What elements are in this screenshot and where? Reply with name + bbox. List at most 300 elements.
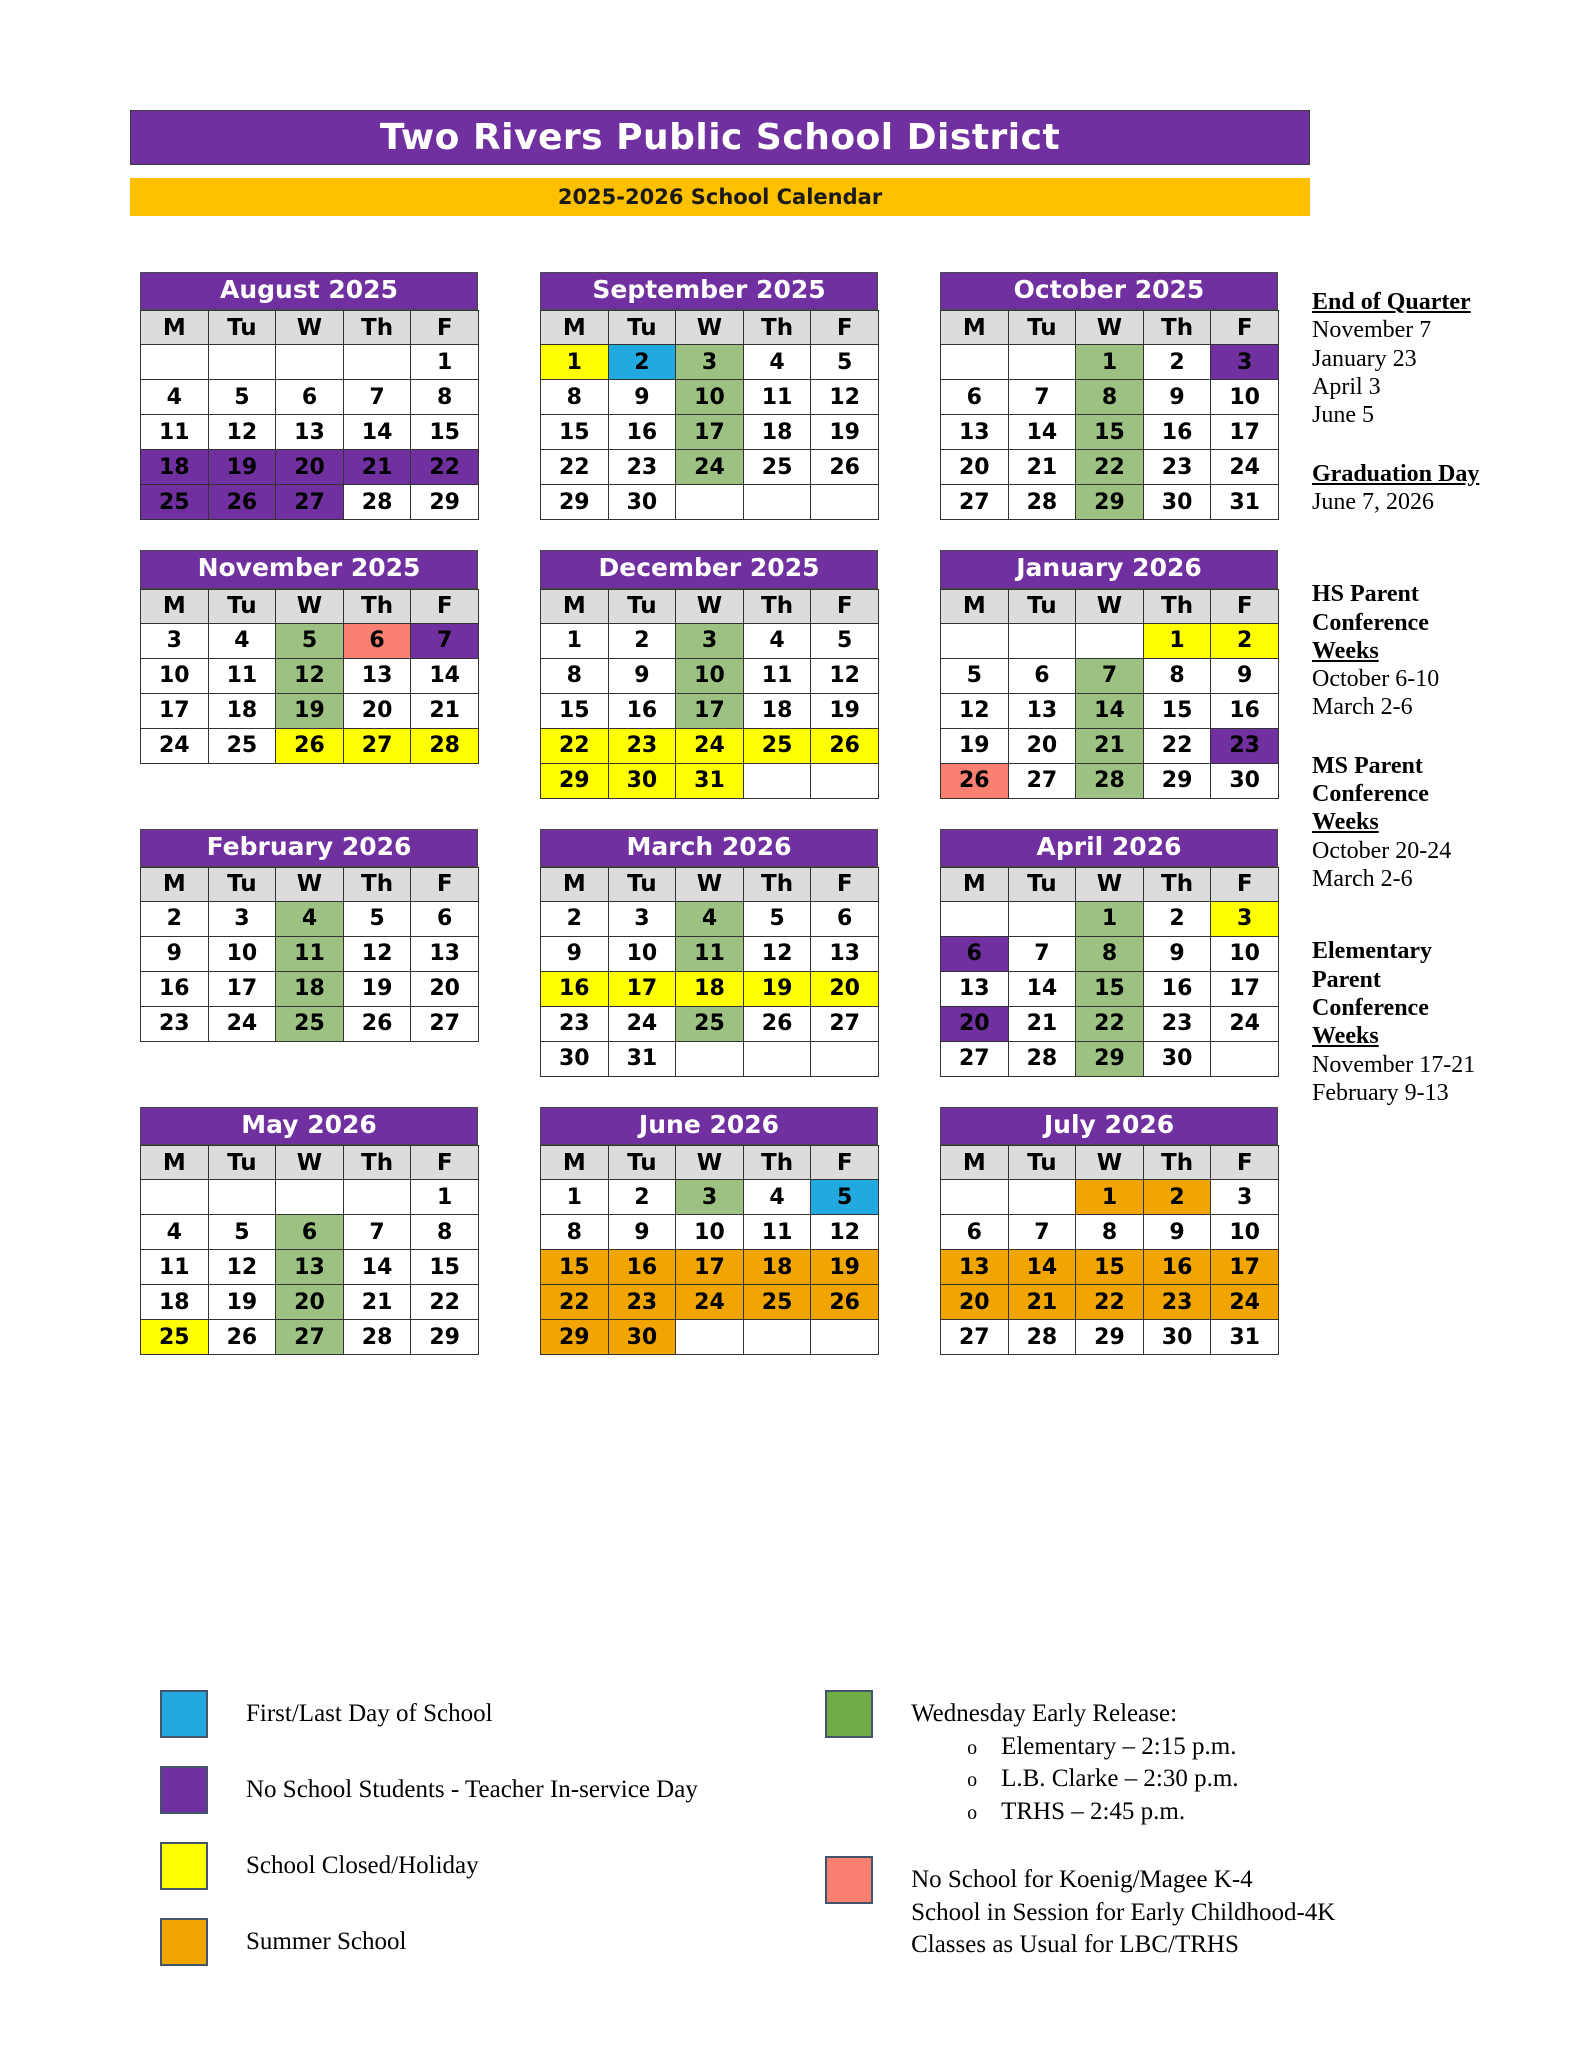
day-cell[interactable]: 21 (1076, 728, 1144, 763)
week-row (941, 1180, 1279, 1215)
day-cell[interactable]: 2 (541, 901, 609, 936)
day-cell[interactable]: 22 (541, 450, 609, 485)
day-cell[interactable]: 27 (276, 485, 344, 520)
day-cell[interactable]: 8 (1076, 380, 1144, 415)
day-cell[interactable]: 10 (608, 936, 676, 971)
day-cell[interactable]: 23 (541, 1006, 609, 1041)
day-cell[interactable]: 27 (343, 728, 411, 763)
day-cell[interactable]: 23 (608, 1285, 676, 1320)
day-cell[interactable]: 11 (676, 936, 744, 971)
day-cell[interactable]: 11 (276, 936, 344, 971)
day-cell[interactable]: 12 (276, 658, 344, 693)
day-cell[interactable]: 10 (676, 658, 744, 693)
weekday-header: Tu (1008, 589, 1076, 623)
day-cell[interactable]: 17 (1211, 415, 1279, 450)
day-cell[interactable]: 9 (1143, 380, 1211, 415)
day-cell[interactable]: 8 (1143, 658, 1211, 693)
day-cell[interactable]: 31 (1211, 1320, 1279, 1355)
month-title: February 2026 (140, 829, 478, 867)
day-cell[interactable]: 26 (743, 1006, 811, 1041)
day-cell[interactable]: 11 (141, 1250, 209, 1285)
day-cell[interactable]: 21 (1008, 1285, 1076, 1320)
day-cell[interactable]: 23 (1211, 728, 1279, 763)
day-cell[interactable]: 24 (1211, 1006, 1279, 1041)
day-cell[interactable]: 29 (1076, 1041, 1144, 1076)
day-cell[interactable]: 16 (541, 971, 609, 1006)
day-cell[interactable]: 16 (1211, 693, 1279, 728)
day-cell[interactable]: 6 (343, 623, 411, 658)
weekday-header: F (411, 1146, 479, 1180)
day-cell[interactable]: 7 (343, 1215, 411, 1250)
elem-conference-heading-3: Conference (1312, 994, 1429, 1021)
day-cell[interactable]: 19 (811, 415, 879, 450)
day-cell[interactable]: 21 (1008, 450, 1076, 485)
day-cell[interactable]: 12 (208, 1250, 276, 1285)
day-cell[interactable]: 16 (1143, 971, 1211, 1006)
day-cell[interactable]: 16 (1143, 1250, 1211, 1285)
day-cell[interactable]: 8 (541, 658, 609, 693)
day-cell[interactable]: 29 (541, 1320, 609, 1355)
day-cell[interactable]: 25 (208, 728, 276, 763)
empty-cell (941, 345, 1009, 380)
day-cell[interactable]: 26 (208, 485, 276, 520)
day-cell[interactable]: 14 (343, 1250, 411, 1285)
day-cell[interactable]: 23 (1143, 1285, 1211, 1320)
day-cell[interactable]: 5 (208, 380, 276, 415)
day-cell[interactable]: 20 (941, 450, 1009, 485)
day-cell[interactable]: 6 (941, 936, 1009, 971)
day-cell[interactable]: 19 (811, 1250, 879, 1285)
day-cell[interactable]: 22 (1076, 1285, 1144, 1320)
day-cell[interactable]: 18 (276, 971, 344, 1006)
day-cell[interactable]: 17 (608, 971, 676, 1006)
day-cell[interactable]: 2 (608, 1180, 676, 1215)
weekday-header: M (541, 589, 609, 623)
day-cell[interactable]: 28 (411, 728, 479, 763)
day-cell[interactable]: 9 (1211, 658, 1279, 693)
day-cell[interactable]: 30 (541, 1041, 609, 1076)
district-title-banner: Two Rivers Public School District (130, 110, 1310, 165)
day-cell[interactable]: 5 (208, 1215, 276, 1250)
weekday-header: Th (743, 311, 811, 345)
weekday-header: F (811, 589, 879, 623)
month-block (940, 829, 1278, 1077)
empty-cell (941, 901, 1009, 936)
day-cell[interactable]: 5 (811, 345, 879, 380)
day-cell[interactable]: 17 (1211, 971, 1279, 1006)
empty-cell (743, 1320, 811, 1355)
day-cell[interactable]: 15 (541, 415, 609, 450)
day-cell[interactable]: 2 (1143, 345, 1211, 380)
day-cell[interactable]: 25 (743, 1285, 811, 1320)
day-cell[interactable]: 2 (608, 623, 676, 658)
day-cell[interactable]: 28 (1008, 1320, 1076, 1355)
day-cell[interactable]: 6 (941, 1215, 1009, 1250)
day-cell[interactable]: 30 (608, 1320, 676, 1355)
day-cell[interactable]: 17 (141, 693, 209, 728)
day-cell[interactable]: 6 (276, 380, 344, 415)
day-cell[interactable]: 26 (941, 763, 1009, 798)
day-cell[interactable]: 28 (1076, 763, 1144, 798)
day-cell[interactable]: 15 (541, 1250, 609, 1285)
day-cell[interactable]: 8 (1076, 1215, 1144, 1250)
day-cell[interactable]: 16 (608, 415, 676, 450)
day-cell[interactable]: 22 (1076, 450, 1144, 485)
day-cell[interactable]: 19 (343, 971, 411, 1006)
day-cell[interactable]: 27 (941, 485, 1009, 520)
day-cell[interactable]: 4 (276, 901, 344, 936)
day-cell[interactable]: 1 (411, 345, 479, 380)
week-row (941, 1250, 1279, 1285)
week-row (141, 728, 479, 763)
day-cell[interactable]: 7 (1008, 380, 1076, 415)
day-cell[interactable]: 11 (743, 1215, 811, 1250)
day-cell[interactable]: 15 (411, 1250, 479, 1285)
day-cell[interactable]: 24 (208, 1006, 276, 1041)
day-cell[interactable]: 13 (343, 658, 411, 693)
day-cell[interactable]: 27 (811, 1006, 879, 1041)
day-cell[interactable]: 10 (676, 1215, 744, 1250)
day-cell[interactable]: 15 (1076, 415, 1144, 450)
day-cell[interactable]: 12 (811, 658, 879, 693)
day-cell[interactable]: 3 (676, 623, 744, 658)
month-table (140, 867, 479, 1042)
day-cell[interactable]: 12 (208, 415, 276, 450)
day-cell[interactable]: 9 (608, 380, 676, 415)
day-cell[interactable]: 30 (1143, 485, 1211, 520)
note-end-of-quarter (1312, 288, 1562, 430)
day-cell[interactable]: 23 (608, 728, 676, 763)
day-cell[interactable]: 27 (941, 1320, 1009, 1355)
empty-cell (1076, 623, 1144, 658)
day-cell[interactable]: 20 (411, 971, 479, 1006)
day-cell[interactable]: 29 (1076, 485, 1144, 520)
day-cell[interactable]: 5 (343, 901, 411, 936)
day-cell[interactable]: 28 (1008, 485, 1076, 520)
day-cell[interactable]: 3 (676, 345, 744, 380)
day-cell[interactable]: 21 (343, 450, 411, 485)
empty-cell (1008, 1180, 1076, 1215)
day-cell[interactable]: 7 (343, 380, 411, 415)
weekday-header: Tu (208, 1146, 276, 1180)
day-cell[interactable]: 5 (276, 623, 344, 658)
weekday-header: F (811, 311, 879, 345)
day-cell[interactable]: 25 (743, 450, 811, 485)
day-cell[interactable]: 5 (811, 1180, 879, 1215)
day-cell[interactable]: 27 (411, 1006, 479, 1041)
day-cell[interactable]: 23 (1143, 1006, 1211, 1041)
day-cell[interactable]: 26 (811, 1285, 879, 1320)
day-cell[interactable]: 3 (1211, 901, 1279, 936)
day-cell[interactable]: 15 (411, 415, 479, 450)
day-cell[interactable]: 31 (608, 1041, 676, 1076)
day-cell[interactable]: 27 (276, 1320, 344, 1355)
day-cell[interactable]: 18 (743, 415, 811, 450)
day-cell[interactable]: 18 (676, 971, 744, 1006)
day-cell[interactable]: 18 (141, 450, 209, 485)
day-cell[interactable]: 11 (743, 380, 811, 415)
day-cell[interactable]: 13 (276, 1250, 344, 1285)
day-cell[interactable]: 1 (411, 1180, 479, 1215)
day-cell[interactable]: 16 (608, 1250, 676, 1285)
day-cell[interactable]: 19 (743, 971, 811, 1006)
week-row (941, 1215, 1279, 1250)
day-cell[interactable]: 29 (1076, 1320, 1144, 1355)
day-cell[interactable]: 20 (811, 971, 879, 1006)
day-cell[interactable]: 13 (811, 936, 879, 971)
day-cell[interactable]: 7 (1076, 658, 1144, 693)
day-cell[interactable]: 22 (1143, 728, 1211, 763)
day-cell[interactable]: 6 (811, 901, 879, 936)
day-cell[interactable]: 18 (743, 1250, 811, 1285)
day-cell[interactable]: 12 (941, 693, 1009, 728)
day-cell[interactable]: 26 (811, 728, 879, 763)
day-cell[interactable]: 21 (1008, 1006, 1076, 1041)
day-cell[interactable]: 15 (1076, 971, 1144, 1006)
day-cell[interactable]: 26 (343, 1006, 411, 1041)
day-cell[interactable]: 12 (743, 936, 811, 971)
day-cell[interactable]: 23 (608, 450, 676, 485)
day-cell[interactable]: 29 (411, 1320, 479, 1355)
day-cell[interactable]: 17 (1211, 1250, 1279, 1285)
day-cell[interactable]: 22 (1076, 1006, 1144, 1041)
day-cell[interactable]: 13 (276, 415, 344, 450)
day-cell[interactable]: 4 (208, 623, 276, 658)
day-cell[interactable]: 3 (208, 901, 276, 936)
day-cell[interactable]: 10 (141, 658, 209, 693)
day-cell[interactable]: 2 (608, 345, 676, 380)
day-cell[interactable]: 14 (1076, 693, 1144, 728)
day-cell[interactable]: 19 (276, 693, 344, 728)
day-cell[interactable]: 4 (743, 623, 811, 658)
day-cell[interactable]: 9 (608, 658, 676, 693)
day-cell[interactable]: 30 (608, 485, 676, 520)
day-cell[interactable]: 4 (141, 1215, 209, 1250)
day-cell[interactable]: 22 (411, 1285, 479, 1320)
day-cell[interactable]: 10 (208, 936, 276, 971)
day-cell[interactable]: 2 (1211, 623, 1279, 658)
day-cell[interactable]: 4 (676, 901, 744, 936)
day-cell[interactable]: 11 (208, 658, 276, 693)
day-cell[interactable]: 3 (1211, 345, 1279, 380)
day-cell[interactable]: 12 (811, 380, 879, 415)
month-block (140, 829, 478, 1077)
week-row (541, 971, 879, 1006)
day-cell[interactable]: 20 (343, 693, 411, 728)
day-cell[interactable]: 6 (411, 901, 479, 936)
day-cell[interactable]: 1 (541, 623, 609, 658)
day-cell[interactable]: 15 (541, 693, 609, 728)
day-cell[interactable]: 19 (208, 450, 276, 485)
day-cell[interactable]: 14 (411, 658, 479, 693)
day-cell[interactable]: 8 (411, 1215, 479, 1250)
day-cell[interactable]: 22 (541, 1285, 609, 1320)
day-cell[interactable]: 18 (743, 693, 811, 728)
day-cell[interactable]: 17 (676, 415, 744, 450)
day-cell[interactable]: 1 (1143, 623, 1211, 658)
day-cell[interactable]: 30 (1211, 763, 1279, 798)
day-cell[interactable]: 4 (743, 345, 811, 380)
day-cell[interactable]: 8 (1076, 936, 1144, 971)
day-cell[interactable]: 13 (411, 936, 479, 971)
day-cell[interactable]: 24 (141, 728, 209, 763)
day-cell[interactable]: 6 (1008, 658, 1076, 693)
day-cell[interactable]: 14 (1008, 415, 1076, 450)
day-cell[interactable]: 29 (1143, 763, 1211, 798)
week-row (141, 1006, 479, 1041)
day-cell[interactable]: 28 (1008, 1041, 1076, 1076)
month-table (940, 589, 1279, 799)
day-cell[interactable]: 16 (1143, 415, 1211, 450)
day-cell[interactable]: 13 (1008, 693, 1076, 728)
day-cell[interactable]: 18 (141, 1285, 209, 1320)
day-cell[interactable]: 25 (141, 485, 209, 520)
day-cell[interactable]: 21 (343, 1285, 411, 1320)
day-cell[interactable]: 6 (941, 380, 1009, 415)
day-cell[interactable]: 13 (941, 415, 1009, 450)
day-cell[interactable]: 14 (1008, 971, 1076, 1006)
day-cell[interactable]: 27 (1008, 763, 1076, 798)
day-cell[interactable]: 9 (1143, 936, 1211, 971)
day-cell[interactable]: 31 (1211, 485, 1279, 520)
day-cell[interactable]: 25 (141, 1320, 209, 1355)
day-cell[interactable]: 13 (941, 1250, 1009, 1285)
day-cell[interactable]: 11 (141, 415, 209, 450)
day-cell[interactable]: 8 (541, 380, 609, 415)
day-cell[interactable]: 2 (141, 901, 209, 936)
day-cell[interactable]: 3 (1211, 1180, 1279, 1215)
day-cell[interactable]: 15 (1076, 1250, 1144, 1285)
day-cell[interactable]: 1 (1076, 1180, 1144, 1215)
day-cell[interactable]: 17 (676, 1250, 744, 1285)
day-cell[interactable]: 19 (941, 728, 1009, 763)
day-cell[interactable]: 31 (676, 763, 744, 798)
week-row (941, 415, 1279, 450)
day-cell[interactable]: 4 (743, 1180, 811, 1215)
day-cell[interactable]: 21 (411, 693, 479, 728)
empty-cell (743, 763, 811, 798)
day-cell[interactable]: 27 (941, 1041, 1009, 1076)
day-cell[interactable]: 25 (276, 1006, 344, 1041)
day-cell[interactable]: 9 (541, 936, 609, 971)
day-cell[interactable]: 7 (1008, 936, 1076, 971)
day-cell[interactable]: 8 (411, 380, 479, 415)
day-cell[interactable]: 20 (941, 1006, 1009, 1041)
day-cell[interactable]: 1 (1076, 901, 1144, 936)
weekday-header-row (141, 311, 479, 345)
day-cell[interactable]: 24 (676, 450, 744, 485)
day-cell[interactable]: 8 (541, 1215, 609, 1250)
day-cell[interactable]: 26 (276, 728, 344, 763)
day-cell[interactable]: 29 (541, 763, 609, 798)
day-cell[interactable]: 24 (1211, 1285, 1279, 1320)
day-cell[interactable]: 20 (276, 450, 344, 485)
bullet-glyph: o (967, 1736, 978, 1759)
day-cell[interactable]: 9 (608, 1215, 676, 1250)
day-cell[interactable]: 19 (208, 1285, 276, 1320)
day-cell[interactable]: 22 (541, 728, 609, 763)
day-cell[interactable]: 16 (608, 693, 676, 728)
day-cell[interactable]: 30 (608, 763, 676, 798)
day-cell[interactable]: 10 (1211, 936, 1279, 971)
day-cell[interactable]: 6 (276, 1215, 344, 1250)
day-cell[interactable]: 5 (743, 901, 811, 936)
weekday-header: Th (743, 1146, 811, 1180)
day-cell[interactable]: 20 (276, 1285, 344, 1320)
day-cell[interactable]: 2 (1143, 1180, 1211, 1215)
day-cell[interactable]: 13 (941, 971, 1009, 1006)
day-cell[interactable]: 11 (743, 658, 811, 693)
day-cell[interactable]: 9 (141, 936, 209, 971)
day-cell[interactable]: 1 (1076, 345, 1144, 380)
day-cell[interactable]: 22 (411, 450, 479, 485)
day-cell[interactable]: 5 (811, 623, 879, 658)
day-cell[interactable]: 26 (208, 1320, 276, 1355)
day-cell[interactable]: 9 (1143, 1215, 1211, 1250)
month-title: August 2025 (140, 272, 478, 310)
day-cell[interactable]: 28 (343, 1320, 411, 1355)
day-cell[interactable]: 17 (676, 693, 744, 728)
day-cell[interactable]: 12 (343, 936, 411, 971)
day-cell[interactable]: 29 (541, 485, 609, 520)
day-cell[interactable]: 24 (676, 728, 744, 763)
day-cell[interactable]: 26 (811, 450, 879, 485)
day-cell[interactable]: 1 (541, 1180, 609, 1215)
day-cell[interactable]: 29 (411, 485, 479, 520)
month-table (540, 310, 879, 520)
day-cell[interactable]: 10 (1211, 1215, 1279, 1250)
empty-cell (676, 485, 744, 520)
day-cell[interactable]: 23 (141, 1006, 209, 1041)
day-cell[interactable]: 4 (141, 380, 209, 415)
day-cell[interactable]: 25 (743, 728, 811, 763)
day-cell[interactable]: 10 (1211, 380, 1279, 415)
day-cell[interactable]: 7 (411, 623, 479, 658)
weekday-header: W (676, 1146, 744, 1180)
day-cell[interactable]: 3 (676, 1180, 744, 1215)
day-cell[interactable]: 24 (676, 1285, 744, 1320)
day-cell[interactable]: 14 (1008, 1250, 1076, 1285)
day-cell[interactable]: 5 (941, 658, 1009, 693)
day-cell[interactable]: 2 (1143, 901, 1211, 936)
day-cell[interactable]: 30 (1143, 1320, 1211, 1355)
day-cell[interactable]: 20 (1008, 728, 1076, 763)
day-cell[interactable]: 1 (541, 345, 609, 380)
day-cell[interactable]: 24 (608, 1006, 676, 1041)
day-cell[interactable]: 15 (1143, 693, 1211, 728)
day-cell[interactable]: 10 (676, 380, 744, 415)
day-cell[interactable]: 24 (1211, 450, 1279, 485)
week-row (541, 623, 879, 658)
day-cell[interactable]: 7 (1008, 1215, 1076, 1250)
day-cell[interactable]: 19 (811, 693, 879, 728)
day-cell[interactable]: 14 (343, 415, 411, 450)
day-cell[interactable]: 16 (141, 971, 209, 1006)
day-cell[interactable]: 12 (811, 1215, 879, 1250)
day-cell[interactable]: 25 (676, 1006, 744, 1041)
day-cell[interactable]: 18 (208, 693, 276, 728)
day-cell[interactable]: 23 (1143, 450, 1211, 485)
day-cell[interactable]: 3 (608, 901, 676, 936)
day-cell[interactable]: 20 (941, 1285, 1009, 1320)
day-cell[interactable]: 30 (1143, 1041, 1211, 1076)
week-row (941, 1041, 1279, 1076)
day-cell[interactable]: 3 (141, 623, 209, 658)
day-cell[interactable]: 17 (208, 971, 276, 1006)
week-row (141, 693, 479, 728)
day-cell[interactable]: 28 (343, 485, 411, 520)
week-row (541, 901, 879, 936)
